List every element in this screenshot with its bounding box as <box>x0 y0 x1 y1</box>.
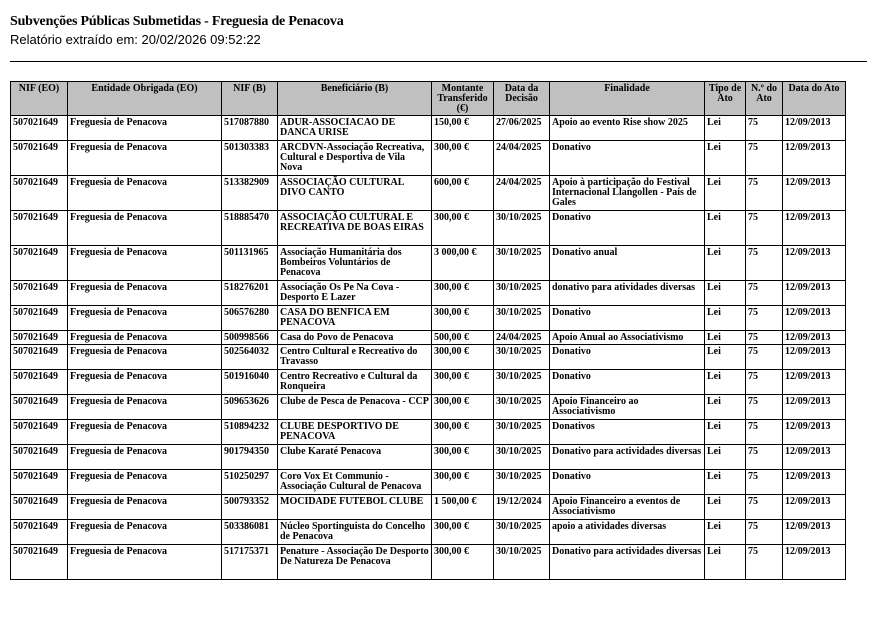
cell-tipo-ato: Lei <box>705 520 746 545</box>
cell-nif-b: 901794350 <box>222 445 278 470</box>
cell-finalidade: donativo para atividades diversas <box>550 281 705 306</box>
table-row <box>11 495 846 520</box>
cell-tipo-ato: Lei <box>705 495 746 520</box>
cell-numero-ato: 75 <box>746 116 783 141</box>
cell-nif-b: 518276201 <box>222 281 278 306</box>
cell-tipo-ato: Lei <box>705 246 746 281</box>
cell-data-decisao: 24/04/2025 <box>494 176 550 211</box>
cell-finalidade: Apoio ao evento Rise show 2025 <box>550 116 705 141</box>
column-header-data-decisao: Data da Decisão <box>494 82 550 116</box>
column-header-finalidade: Finalidade <box>550 82 705 116</box>
cell-nif-b: 517087880 <box>222 116 278 141</box>
cell-montante: 300,00 € <box>432 445 494 470</box>
cell-data-ato: 12/09/2013 <box>783 281 846 306</box>
cell-montante: 600,00 € <box>432 176 494 211</box>
column-header-data-ato: Data do Ato <box>783 82 846 116</box>
cell-nif-b: 510894232 <box>222 420 278 445</box>
cell-data-decisao: 30/10/2025 <box>494 345 550 370</box>
cell-entidade-obrigada: Freguesia de Penacova <box>68 176 222 211</box>
cell-montante: 1 500,00 € <box>432 495 494 520</box>
cell-data-decisao: 24/04/2025 <box>494 141 550 176</box>
cell-numero-ato: 75 <box>746 545 783 580</box>
cell-data-ato: 12/09/2013 <box>783 345 846 370</box>
table-row <box>11 395 846 420</box>
cell-entidade-obrigada: Freguesia de Penacova <box>68 420 222 445</box>
cell-nif-b: 518885470 <box>222 211 278 246</box>
cell-numero-ato: 75 <box>746 470 783 495</box>
cell-entidade-obrigada: Freguesia de Penacova <box>68 345 222 370</box>
cell-entidade-obrigada: Freguesia de Penacova <box>68 116 222 141</box>
cell-data-ato: 12/09/2013 <box>783 141 846 176</box>
cell-beneficiario: ARCDVN-Associação Recreativa, Cultural e Desportiva de Vila Nova <box>278 141 432 176</box>
cell-data-ato: 12/09/2013 <box>783 545 846 580</box>
cell-nif-eo: 507021649 <box>11 495 68 520</box>
cell-numero-ato: 75 <box>746 420 783 445</box>
cell-data-ato: 12/09/2013 <box>783 331 846 345</box>
cell-data-ato: 12/09/2013 <box>783 470 846 495</box>
cell-montante: 300,00 € <box>432 281 494 306</box>
cell-nif-eo: 507021649 <box>11 141 68 176</box>
column-header-nif-eo: NIF (EO) <box>11 82 68 116</box>
cell-nif-eo: 507021649 <box>11 211 68 246</box>
cell-nif-eo: 507021649 <box>11 345 68 370</box>
cell-nif-eo: 507021649 <box>11 246 68 281</box>
column-header-tipo-ato: Tipo de Ato <box>705 82 746 116</box>
table-row <box>11 445 846 470</box>
cell-finalidade: Donativo anual <box>550 246 705 281</box>
cell-beneficiario: Penature - Associação De Desporto De Natureza De Penacova <box>278 545 432 580</box>
cell-tipo-ato: Lei <box>705 420 746 445</box>
cell-finalidade: Apoio Financeiro a eventos de Associativismo <box>550 495 705 520</box>
report-extraction-date: Relatório extraído em: 20/02/2026 09:52:22 <box>10 32 261 47</box>
column-header-beneficiario: Beneficiário (B) <box>278 82 432 116</box>
cell-beneficiario: CASA DO BENFICA EM PENACOVA <box>278 306 432 331</box>
cell-nif-b: 513382909 <box>222 176 278 211</box>
cell-tipo-ato: Lei <box>705 470 746 495</box>
cell-beneficiario: Centro Recreativo e Cultural da Ronqueira <box>278 370 432 395</box>
cell-numero-ato: 75 <box>746 520 783 545</box>
cell-beneficiario: CLUBE DESPORTIVO DE PENACOVA <box>278 420 432 445</box>
cell-entidade-obrigada: Freguesia de Penacova <box>68 331 222 345</box>
cell-montante: 300,00 € <box>432 370 494 395</box>
cell-data-decisao: 30/10/2025 <box>494 211 550 246</box>
cell-data-ato: 12/09/2013 <box>783 211 846 246</box>
cell-data-decisao: 30/10/2025 <box>494 306 550 331</box>
cell-numero-ato: 75 <box>746 395 783 420</box>
cell-entidade-obrigada: Freguesia de Penacova <box>68 246 222 281</box>
cell-nif-b: 510250297 <box>222 470 278 495</box>
cell-entidade-obrigada: Freguesia de Penacova <box>68 306 222 331</box>
cell-numero-ato: 75 <box>746 331 783 345</box>
cell-data-decisao: 30/10/2025 <box>494 246 550 281</box>
cell-montante: 3 000,00 € <box>432 246 494 281</box>
column-header-numero-ato: N.º do Ato <box>746 82 783 116</box>
table-body <box>11 116 846 580</box>
cell-beneficiario: Associação Humanitária dos Bombeiros Voluntários de Penacova <box>278 246 432 281</box>
cell-entidade-obrigada: Freguesia de Penacova <box>68 445 222 470</box>
cell-montante: 300,00 € <box>432 395 494 420</box>
table-row <box>11 281 846 306</box>
cell-data-ato: 12/09/2013 <box>783 246 846 281</box>
cell-entidade-obrigada: Freguesia de Penacova <box>68 370 222 395</box>
cell-montante: 300,00 € <box>432 520 494 545</box>
cell-nif-eo: 507021649 <box>11 176 68 211</box>
cell-finalidade: Donativo <box>550 141 705 176</box>
cell-finalidade: Apoio à participação do Festival Internacional Llangollen - País de Gales <box>550 176 705 211</box>
cell-montante: 300,00 € <box>432 420 494 445</box>
subsidies-table <box>10 81 846 580</box>
cell-nif-eo: 507021649 <box>11 116 68 141</box>
table-row <box>11 246 846 281</box>
cell-finalidade: Donativo para actividades diversas <box>550 545 705 580</box>
header-divider <box>10 61 867 62</box>
cell-data-ato: 12/09/2013 <box>783 445 846 470</box>
table-row <box>11 306 846 331</box>
cell-data-decisao: 30/10/2025 <box>494 445 550 470</box>
cell-data-decisao: 30/10/2025 <box>494 281 550 306</box>
cell-numero-ato: 75 <box>746 281 783 306</box>
cell-beneficiario: Núcleo Sportinguista do Concelho de Penacova <box>278 520 432 545</box>
table-row <box>11 331 846 345</box>
cell-data-decisao: 24/04/2025 <box>494 331 550 345</box>
cell-nif-b: 503386081 <box>222 520 278 545</box>
cell-nif-b: 501131965 <box>222 246 278 281</box>
cell-nif-b: 502564032 <box>222 345 278 370</box>
cell-nif-eo: 507021649 <box>11 520 68 545</box>
cell-beneficiario: ASSOCIAÇÃO CULTURAL DIVO CANTO <box>278 176 432 211</box>
table-row <box>11 116 846 141</box>
cell-data-decisao: 30/10/2025 <box>494 370 550 395</box>
cell-data-decisao: 19/12/2024 <box>494 495 550 520</box>
cell-data-ato: 12/09/2013 <box>783 370 846 395</box>
cell-beneficiario: Clube de Pesca de Penacova - CCP <box>278 395 432 420</box>
cell-beneficiario: Clube Karaté Penacova <box>278 445 432 470</box>
cell-data-ato: 12/09/2013 <box>783 420 846 445</box>
cell-montante: 300,00 € <box>432 470 494 495</box>
cell-beneficiario: Associação Os Pe Na Cova - Desporto E Lazer <box>278 281 432 306</box>
cell-data-ato: 12/09/2013 <box>783 306 846 331</box>
cell-numero-ato: 75 <box>746 445 783 470</box>
cell-montante: 300,00 € <box>432 545 494 580</box>
cell-data-decisao: 30/10/2025 <box>494 470 550 495</box>
table-row <box>11 176 846 211</box>
cell-data-decisao: 30/10/2025 <box>494 520 550 545</box>
cell-beneficiario: ADUR-ASSOCIACAO DE DANCA URISE <box>278 116 432 141</box>
cell-numero-ato: 75 <box>746 345 783 370</box>
cell-beneficiario: ASSOCIAÇÃO CULTURAL E RECREATIVA DE BOAS EIRAS <box>278 211 432 246</box>
cell-numero-ato: 75 <box>746 141 783 176</box>
cell-beneficiario: Centro Cultural e Recreativo do Travasso <box>278 345 432 370</box>
cell-montante: 300,00 € <box>432 141 494 176</box>
table-row <box>11 520 846 545</box>
cell-finalidade: Apoio Anual ao Associativismo <box>550 331 705 345</box>
cell-montante: 300,00 € <box>432 345 494 370</box>
cell-numero-ato: 75 <box>746 246 783 281</box>
cell-finalidade: apoio a atividades diversas <box>550 520 705 545</box>
cell-beneficiario: Coro Vox Et Communio - Associação Cultural de Penacova <box>278 470 432 495</box>
table-row <box>11 470 846 495</box>
cell-numero-ato: 75 <box>746 211 783 246</box>
cell-beneficiario: MOCIDADE FUTEBOL CLUBE <box>278 495 432 520</box>
cell-data-ato: 12/09/2013 <box>783 520 846 545</box>
cell-entidade-obrigada: Freguesia de Penacova <box>68 395 222 420</box>
cell-tipo-ato: Lei <box>705 141 746 176</box>
cell-tipo-ato: Lei <box>705 331 746 345</box>
cell-nif-eo: 507021649 <box>11 395 68 420</box>
cell-tipo-ato: Lei <box>705 116 746 141</box>
cell-entidade-obrigada: Freguesia de Penacova <box>68 211 222 246</box>
cell-data-decisao: 30/10/2025 <box>494 545 550 580</box>
cell-beneficiario: Casa do Povo de Penacova <box>278 331 432 345</box>
cell-nif-eo: 507021649 <box>11 331 68 345</box>
cell-tipo-ato: Lei <box>705 545 746 580</box>
cell-nif-eo: 507021649 <box>11 545 68 580</box>
cell-tipo-ato: Lei <box>705 345 746 370</box>
report-title: Subvenções Públicas Submetidas - Freguesia de Penacova <box>10 14 344 29</box>
cell-finalidade: Donativos <box>550 420 705 445</box>
cell-numero-ato: 75 <box>746 370 783 395</box>
cell-nif-eo: 507021649 <box>11 420 68 445</box>
cell-entidade-obrigada: Freguesia de Penacova <box>68 141 222 176</box>
cell-nif-eo: 507021649 <box>11 281 68 306</box>
table-row <box>11 345 846 370</box>
cell-nif-eo: 507021649 <box>11 306 68 331</box>
cell-tipo-ato: Lei <box>705 445 746 470</box>
cell-finalidade: Donativo <box>550 345 705 370</box>
cell-montante: 150,00 € <box>432 116 494 141</box>
cell-nif-eo: 507021649 <box>11 470 68 495</box>
cell-nif-b: 501916040 <box>222 370 278 395</box>
cell-nif-b: 500998566 <box>222 331 278 345</box>
cell-data-ato: 12/09/2013 <box>783 116 846 141</box>
cell-numero-ato: 75 <box>746 306 783 331</box>
cell-data-ato: 12/09/2013 <box>783 395 846 420</box>
table-row <box>11 211 846 246</box>
table-row <box>11 370 846 395</box>
cell-numero-ato: 75 <box>746 495 783 520</box>
cell-data-ato: 12/09/2013 <box>783 176 846 211</box>
cell-finalidade: Donativo para actividades diversas <box>550 445 705 470</box>
table-row <box>11 141 846 176</box>
cell-entidade-obrigada: Freguesia de Penacova <box>68 520 222 545</box>
cell-entidade-obrigada: Freguesia de Penacova <box>68 281 222 306</box>
cell-data-decisao: 30/10/2025 <box>494 420 550 445</box>
cell-nif-b: 500793352 <box>222 495 278 520</box>
cell-nif-b: 509653626 <box>222 395 278 420</box>
cell-nif-b: 501303383 <box>222 141 278 176</box>
cell-nif-eo: 507021649 <box>11 370 68 395</box>
column-header-montante: Montante Transferido (€) <box>432 82 494 116</box>
cell-data-ato: 12/09/2013 <box>783 495 846 520</box>
cell-montante: 300,00 € <box>432 211 494 246</box>
cell-data-decisao: 30/10/2025 <box>494 395 550 420</box>
cell-nif-b: 517175371 <box>222 545 278 580</box>
cell-nif-b: 506576280 <box>222 306 278 331</box>
cell-entidade-obrigada: Freguesia de Penacova <box>68 495 222 520</box>
cell-finalidade: Donativo <box>550 306 705 331</box>
cell-data-decisao: 27/06/2025 <box>494 116 550 141</box>
cell-numero-ato: 75 <box>746 176 783 211</box>
cell-tipo-ato: Lei <box>705 176 746 211</box>
column-header-nif-b: NIF (B) <box>222 82 278 116</box>
cell-tipo-ato: Lei <box>705 281 746 306</box>
cell-tipo-ato: Lei <box>705 306 746 331</box>
cell-tipo-ato: Lei <box>705 395 746 420</box>
table-row <box>11 420 846 445</box>
cell-tipo-ato: Lei <box>705 370 746 395</box>
table-row <box>11 545 846 580</box>
cell-nif-eo: 507021649 <box>11 445 68 470</box>
cell-entidade-obrigada: Freguesia de Penacova <box>68 470 222 495</box>
cell-montante: 500,00 € <box>432 331 494 345</box>
cell-finalidade: Donativo <box>550 470 705 495</box>
cell-montante: 300,00 € <box>432 306 494 331</box>
cell-finalidade: Donativo <box>550 370 705 395</box>
cell-finalidade: Apoio Financeiro ao Associativismo <box>550 395 705 420</box>
column-header-entidade-obrigada: Entidade Obrigada (EO) <box>68 82 222 116</box>
cell-tipo-ato: Lei <box>705 211 746 246</box>
table-header-row <box>11 82 846 116</box>
cell-finalidade: Donativo <box>550 211 705 246</box>
cell-entidade-obrigada: Freguesia de Penacova <box>68 545 222 580</box>
